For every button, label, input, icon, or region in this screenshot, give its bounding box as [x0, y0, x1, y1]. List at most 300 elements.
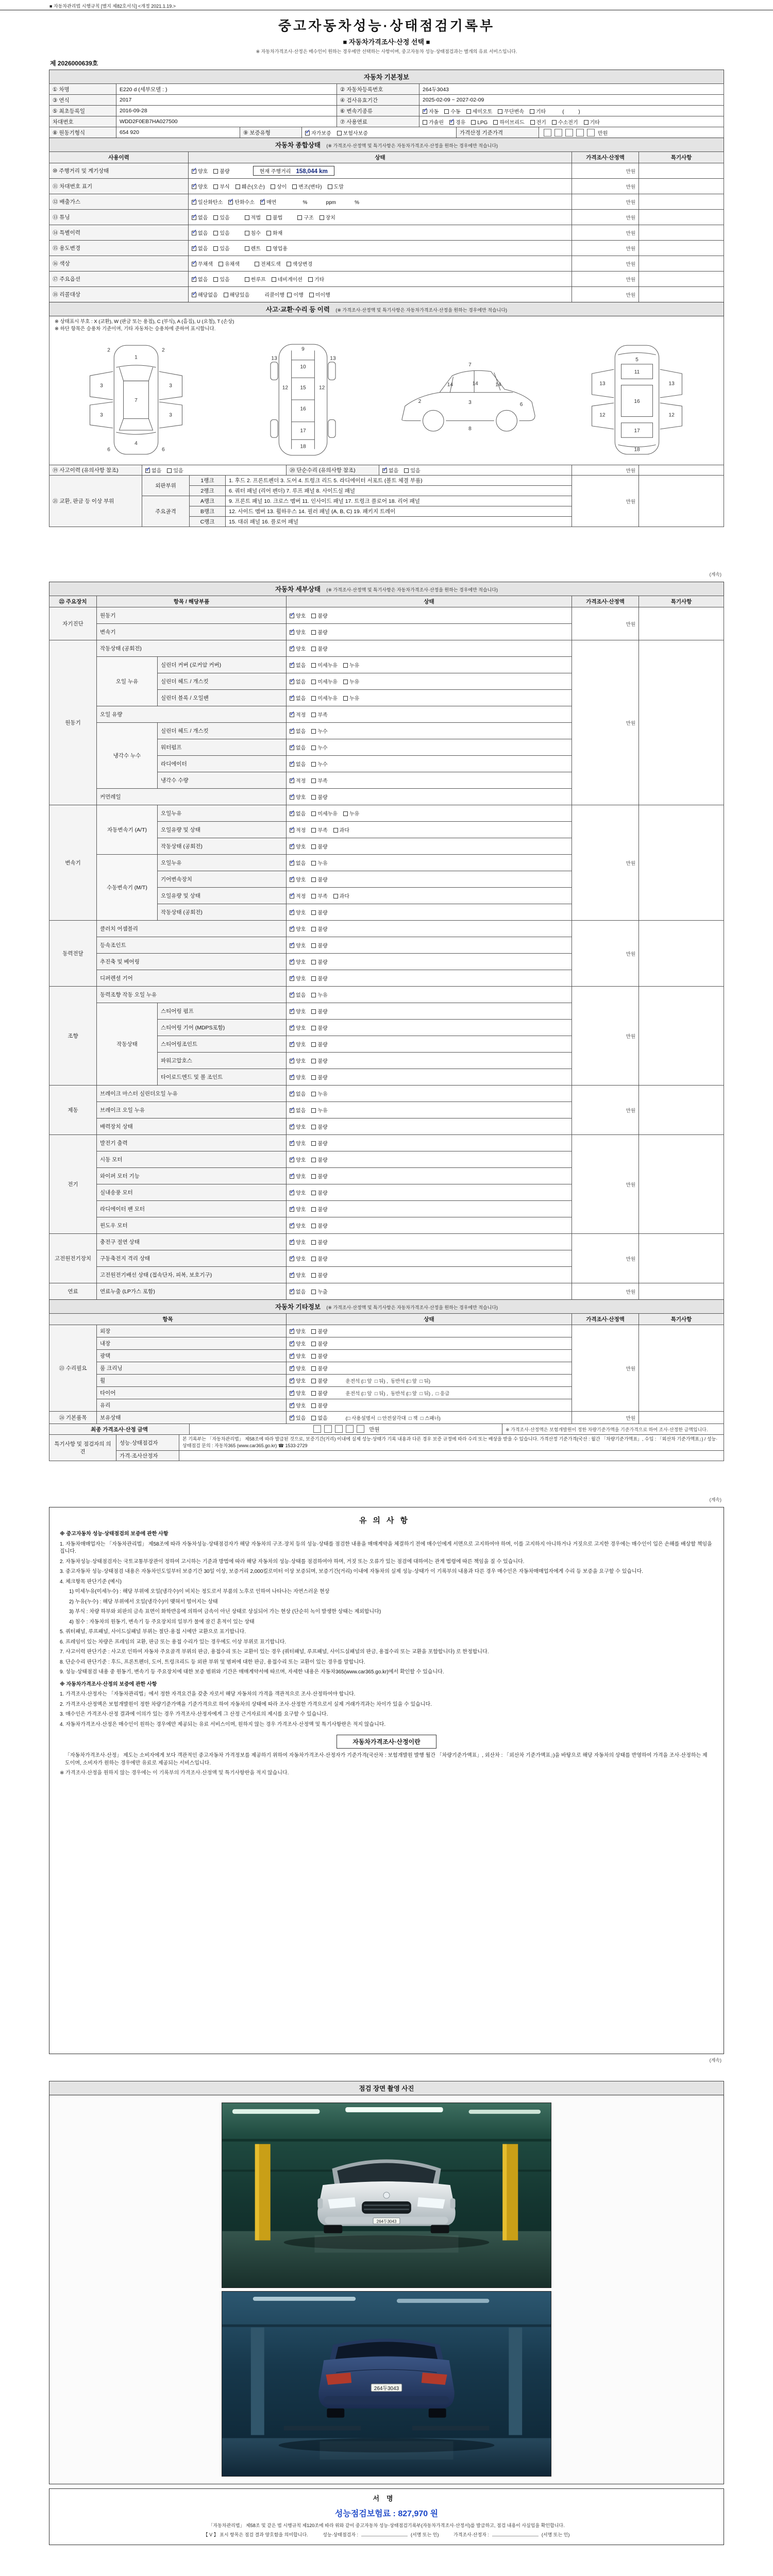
checkbox-option[interactable]	[145, 468, 161, 474]
checkbox[interactable]	[343, 696, 348, 701]
checkbox[interactable]	[311, 1042, 316, 1047]
checkbox[interactable]	[192, 231, 196, 235]
checkbox-option[interactable]	[311, 1174, 327, 1180]
checkbox-option[interactable]	[290, 844, 306, 850]
checkbox-option[interactable]	[311, 745, 327, 751]
appraiser-signature[interactable]	[453, 2532, 569, 2537]
checkbox-option[interactable]	[192, 246, 208, 252]
checkbox[interactable]	[192, 262, 196, 266]
checkbox-option[interactable]	[192, 168, 208, 175]
checkbox-option[interactable]	[493, 120, 524, 126]
checkbox[interactable]	[311, 1379, 316, 1383]
checkbox[interactable]	[311, 960, 316, 964]
checkbox-option[interactable]	[466, 109, 493, 115]
checkbox-option[interactable]	[343, 663, 359, 669]
checkbox[interactable]	[311, 1342, 316, 1346]
checkbox[interactable]	[498, 109, 502, 114]
checkbox[interactable]	[290, 943, 294, 948]
checkbox[interactable]	[290, 1366, 294, 1371]
checkbox[interactable]	[213, 184, 218, 189]
checkbox-option[interactable]	[266, 246, 288, 252]
checkbox[interactable]	[290, 828, 294, 833]
checkbox-option[interactable]	[311, 844, 327, 850]
checkbox-option[interactable]	[272, 277, 303, 283]
checkbox-option[interactable]	[444, 109, 460, 115]
checkbox-option[interactable]	[552, 120, 578, 126]
checkbox[interactable]	[311, 1257, 316, 1261]
checkbox[interactable]	[343, 680, 348, 684]
checkbox[interactable]	[311, 647, 316, 651]
checkbox-option[interactable]	[290, 663, 306, 669]
checkbox-option[interactable]	[311, 1207, 327, 1213]
checkbox[interactable]	[311, 861, 316, 866]
checkbox-option[interactable]	[311, 613, 327, 619]
checkbox[interactable]	[290, 696, 294, 701]
checkbox-option[interactable]	[290, 1378, 306, 1384]
checkbox[interactable]	[290, 1342, 294, 1346]
checkbox-option[interactable]	[530, 120, 546, 126]
checkbox[interactable]	[167, 468, 172, 473]
checkbox-option[interactable]	[213, 215, 229, 221]
checkbox-option[interactable]	[311, 663, 338, 669]
checkbox[interactable]	[266, 246, 271, 251]
checkbox-option[interactable]	[333, 893, 349, 900]
checkbox-option[interactable]	[290, 1391, 306, 1397]
checkbox[interactable]	[311, 828, 316, 833]
checkbox[interactable]	[311, 614, 316, 618]
checkbox[interactable]	[311, 993, 316, 997]
checkbox-option[interactable]	[311, 679, 338, 685]
checkbox-option[interactable]	[290, 696, 306, 702]
checkbox[interactable]	[224, 293, 228, 297]
checkbox-option[interactable]	[328, 184, 344, 190]
checkbox[interactable]	[343, 663, 348, 668]
checkbox[interactable]	[530, 109, 534, 114]
checkbox[interactable]	[311, 1092, 316, 1096]
checkbox[interactable]	[290, 778, 294, 783]
checkbox[interactable]	[271, 184, 275, 189]
checkbox[interactable]	[290, 663, 294, 668]
checkbox-option[interactable]	[311, 712, 327, 718]
checkbox[interactable]	[290, 877, 294, 882]
checkbox[interactable]	[290, 1075, 294, 1080]
checkbox-option[interactable]	[290, 778, 306, 784]
checkbox-option[interactable]	[290, 1174, 306, 1180]
checkbox-option[interactable]	[311, 1403, 327, 1409]
checkbox[interactable]	[311, 877, 316, 882]
checkbox[interactable]	[311, 1141, 316, 1146]
checkbox-option[interactable]	[219, 261, 240, 267]
checkbox[interactable]	[266, 231, 271, 235]
checkbox[interactable]	[290, 745, 294, 750]
checkbox[interactable]	[290, 647, 294, 651]
checkbox-option[interactable]	[584, 120, 600, 126]
checkbox-option[interactable]	[224, 292, 250, 298]
checkbox-option[interactable]	[311, 778, 327, 784]
checkbox-option[interactable]	[311, 696, 338, 702]
checkbox-option[interactable]	[290, 1366, 306, 1372]
checkbox-option[interactable]	[290, 679, 306, 685]
checkbox-option[interactable]	[290, 1108, 306, 1114]
checkbox-option[interactable]	[311, 1190, 327, 1196]
checkbox-option[interactable]	[290, 1075, 306, 1081]
checkbox[interactable]	[382, 468, 387, 473]
checkbox[interactable]	[290, 1290, 294, 1294]
checkbox-option[interactable]	[290, 943, 306, 949]
checkbox-option[interactable]	[287, 261, 313, 267]
checkbox-option[interactable]	[192, 184, 208, 190]
checkbox-option[interactable]	[404, 468, 420, 474]
checkbox[interactable]	[311, 1273, 316, 1278]
checkbox-option[interactable]	[236, 184, 265, 190]
checkbox-option[interactable]	[290, 1403, 306, 1409]
checkbox-option[interactable]	[449, 120, 465, 126]
checkbox-option[interactable]	[290, 1091, 306, 1097]
checkbox[interactable]	[290, 927, 294, 931]
checkbox[interactable]	[192, 184, 196, 189]
checkbox[interactable]	[290, 811, 294, 816]
checkbox-option[interactable]	[333, 827, 349, 834]
checkbox-option[interactable]	[290, 860, 306, 867]
checkbox-option[interactable]	[271, 184, 287, 190]
checkbox-option[interactable]	[311, 1391, 327, 1397]
checkbox-option[interactable]	[320, 215, 335, 221]
checkbox[interactable]	[290, 993, 294, 997]
checkbox-option[interactable]	[308, 277, 324, 283]
checkbox[interactable]	[343, 811, 348, 816]
checkbox-option[interactable]	[290, 1329, 306, 1335]
checkbox-option[interactable]	[290, 827, 306, 834]
checkbox[interactable]	[311, 1240, 316, 1245]
checkbox-option[interactable]	[290, 1353, 306, 1360]
checkbox[interactable]	[311, 1403, 316, 1408]
checkbox[interactable]	[311, 1026, 316, 1030]
checkbox-option[interactable]	[213, 184, 229, 190]
checkbox[interactable]	[311, 762, 316, 767]
checkbox-option[interactable]	[311, 943, 327, 949]
checkbox-option[interactable]	[311, 1223, 327, 1229]
checkbox[interactable]	[493, 120, 498, 125]
checkbox-option[interactable]	[167, 468, 183, 474]
signature-space[interactable]	[492, 2532, 539, 2536]
checkbox-option[interactable]	[311, 1240, 327, 1246]
checkbox-option[interactable]	[311, 1009, 327, 1015]
checkbox[interactable]	[311, 1191, 316, 1195]
checkbox[interactable]	[192, 293, 196, 297]
checkbox[interactable]	[287, 262, 291, 266]
checkbox-option[interactable]	[290, 630, 306, 636]
checkbox-option[interactable]	[311, 1273, 327, 1279]
checkbox-option[interactable]	[290, 811, 306, 817]
checkbox-option[interactable]	[290, 910, 306, 916]
checkbox[interactable]	[471, 120, 476, 125]
checkbox[interactable]	[290, 1273, 294, 1278]
checkbox-option[interactable]	[311, 646, 327, 652]
checkbox-option[interactable]	[287, 292, 303, 298]
checkbox[interactable]	[290, 630, 294, 635]
checkbox-option[interactable]	[311, 926, 327, 933]
checkbox-option[interactable]	[311, 1415, 327, 1421]
checkbox-option[interactable]	[423, 109, 439, 115]
checkbox[interactable]	[290, 1026, 294, 1030]
checkbox[interactable]	[309, 293, 314, 297]
checkbox[interactable]	[145, 468, 150, 473]
checkbox[interactable]	[311, 1174, 316, 1179]
checkbox[interactable]	[311, 1224, 316, 1228]
checkbox[interactable]	[308, 277, 313, 282]
checkbox-option[interactable]	[311, 811, 338, 817]
checkbox[interactable]	[290, 844, 294, 849]
checkbox[interactable]	[311, 680, 316, 684]
checkbox[interactable]	[290, 1354, 294, 1359]
checkbox[interactable]	[305, 131, 310, 135]
checkbox[interactable]	[311, 778, 316, 783]
checkbox-option[interactable]	[266, 215, 282, 221]
checkbox-option[interactable]	[290, 728, 306, 735]
checkbox-option[interactable]	[311, 1058, 327, 1064]
checkbox-option[interactable]	[311, 1341, 327, 1347]
checkbox[interactable]	[219, 262, 223, 266]
checkbox[interactable]	[584, 120, 589, 125]
checkbox-option[interactable]	[311, 1124, 327, 1130]
checkbox-option[interactable]	[290, 926, 306, 933]
checkbox-option[interactable]	[192, 261, 213, 267]
checkbox-option[interactable]	[311, 1366, 327, 1372]
checkbox[interactable]	[552, 120, 557, 125]
checkbox-option[interactable]	[290, 1042, 306, 1048]
checkbox[interactable]	[311, 1009, 316, 1014]
checkbox[interactable]	[290, 960, 294, 964]
checkbox-option[interactable]	[292, 184, 322, 190]
checkbox[interactable]	[290, 1240, 294, 1245]
checkbox-option[interactable]	[255, 261, 281, 267]
checkbox-option[interactable]	[423, 120, 444, 126]
checkbox[interactable]	[311, 976, 316, 981]
checkbox-option[interactable]	[343, 679, 359, 685]
checkbox[interactable]	[287, 293, 292, 297]
checkbox-option[interactable]	[290, 712, 306, 718]
checkbox[interactable]	[290, 1125, 294, 1129]
checkbox-option[interactable]	[311, 877, 327, 883]
checkbox[interactable]	[245, 277, 249, 282]
checkbox[interactable]	[311, 630, 316, 635]
checkbox[interactable]	[228, 200, 233, 205]
checkbox[interactable]	[192, 200, 196, 205]
checkbox[interactable]	[192, 277, 196, 282]
checkbox-option[interactable]	[290, 1009, 306, 1015]
checkbox-option[interactable]	[290, 959, 306, 965]
checkbox[interactable]	[255, 262, 259, 266]
checkbox[interactable]	[260, 200, 265, 205]
checkbox[interactable]	[311, 696, 316, 701]
checkbox-option[interactable]	[245, 277, 266, 283]
checkbox[interactable]	[272, 277, 276, 282]
checkbox[interactable]	[320, 215, 324, 220]
checkbox-option[interactable]	[471, 120, 488, 126]
checkbox[interactable]	[245, 215, 249, 220]
checkbox[interactable]	[290, 713, 294, 717]
checkbox[interactable]	[311, 663, 316, 668]
checkbox[interactable]	[311, 1075, 316, 1080]
checkbox-option[interactable]	[290, 1207, 306, 1213]
checkbox[interactable]	[290, 1191, 294, 1195]
checkbox-option[interactable]	[192, 277, 208, 283]
checkbox-option[interactable]	[213, 168, 229, 175]
checkbox-option[interactable]	[290, 1025, 306, 1031]
checkbox-option[interactable]	[311, 860, 327, 867]
signature-space[interactable]	[361, 2532, 408, 2536]
checkbox[interactable]	[290, 1207, 294, 1212]
checkbox[interactable]	[290, 1379, 294, 1383]
checkbox-option[interactable]	[260, 199, 276, 206]
checkbox-option[interactable]	[290, 893, 306, 900]
checkbox[interactable]	[290, 1224, 294, 1228]
checkbox-option[interactable]	[311, 1157, 327, 1163]
checkbox[interactable]	[290, 680, 294, 684]
checkbox-option[interactable]	[311, 1108, 327, 1114]
checkbox[interactable]	[311, 729, 316, 734]
checkbox[interactable]	[290, 1329, 294, 1334]
checkbox-option[interactable]	[290, 1058, 306, 1064]
checkbox[interactable]	[311, 1391, 316, 1396]
checkbox[interactable]	[311, 1416, 316, 1420]
checkbox-option[interactable]	[311, 1329, 327, 1335]
checkbox[interactable]	[530, 120, 535, 125]
checkbox[interactable]	[290, 614, 294, 618]
checkbox-option[interactable]	[343, 811, 359, 817]
checkbox[interactable]	[245, 231, 249, 235]
checkbox[interactable]	[290, 1158, 294, 1162]
checkbox[interactable]	[213, 215, 218, 220]
checkbox[interactable]	[192, 169, 196, 174]
checkbox[interactable]	[290, 729, 294, 734]
checkbox-option[interactable]	[311, 1042, 327, 1048]
checkbox[interactable]	[311, 1366, 316, 1371]
checkbox[interactable]	[290, 1009, 294, 1014]
checkbox[interactable]	[311, 1354, 316, 1359]
checkbox-option[interactable]	[290, 1240, 306, 1246]
checkbox-option[interactable]	[311, 910, 327, 916]
checkbox-option[interactable]	[311, 761, 327, 768]
checkbox[interactable]	[290, 1108, 294, 1113]
checkbox-option[interactable]	[337, 130, 368, 137]
checkbox[interactable]	[290, 795, 294, 800]
checkbox-option[interactable]	[290, 1157, 306, 1163]
checkbox[interactable]	[466, 109, 471, 114]
checkbox-option[interactable]	[311, 1141, 327, 1147]
checkbox-option[interactable]	[290, 1190, 306, 1196]
checkbox-option[interactable]	[290, 1341, 306, 1347]
checkbox-option[interactable]	[311, 728, 327, 735]
checkbox[interactable]	[449, 120, 454, 125]
checkbox[interactable]	[311, 1108, 316, 1113]
checkbox[interactable]	[213, 277, 218, 282]
checkbox-option[interactable]	[382, 468, 398, 474]
checkbox-option[interactable]	[305, 130, 331, 137]
checkbox[interactable]	[311, 1290, 316, 1294]
checkbox[interactable]	[333, 828, 338, 833]
checkbox[interactable]	[311, 811, 316, 816]
checkbox[interactable]	[328, 184, 332, 189]
checkbox[interactable]	[290, 1416, 294, 1420]
checkbox-option[interactable]	[311, 893, 327, 900]
checkbox-option[interactable]	[290, 992, 306, 998]
checkbox-option[interactable]	[311, 959, 327, 965]
checkbox-option[interactable]	[290, 1289, 306, 1295]
checkbox-option[interactable]	[290, 761, 306, 768]
checkbox-option[interactable]	[290, 1124, 306, 1130]
checkbox-option[interactable]	[245, 230, 261, 236]
checkbox[interactable]	[423, 109, 427, 114]
checkbox[interactable]	[192, 246, 196, 251]
checkbox-option[interactable]	[311, 1091, 327, 1097]
checkbox-option[interactable]	[290, 794, 306, 801]
checkbox-option[interactable]	[213, 246, 229, 252]
checkbox[interactable]	[337, 131, 342, 135]
checkbox-option[interactable]	[245, 246, 261, 252]
checkbox[interactable]	[311, 795, 316, 800]
checkbox-option[interactable]	[311, 1025, 327, 1031]
checkbox-option[interactable]	[290, 613, 306, 619]
checkbox-option[interactable]	[311, 1353, 327, 1360]
checkbox-option[interactable]	[311, 1075, 327, 1081]
checkbox[interactable]	[311, 943, 316, 948]
checkbox[interactable]	[311, 910, 316, 915]
checkbox-option[interactable]	[311, 794, 327, 801]
checkbox-option[interactable]	[290, 877, 306, 883]
checkbox-option[interactable]	[192, 230, 208, 236]
checkbox-option[interactable]	[228, 199, 255, 206]
checkbox[interactable]	[311, 1158, 316, 1162]
checkbox[interactable]	[290, 762, 294, 767]
checkbox-option[interactable]	[290, 1256, 306, 1262]
checkbox[interactable]	[290, 976, 294, 981]
checkbox[interactable]	[311, 894, 316, 899]
checkbox[interactable]	[311, 1207, 316, 1212]
checkbox[interactable]	[290, 1174, 294, 1179]
checkbox-option[interactable]	[290, 1223, 306, 1229]
checkbox[interactable]	[444, 109, 449, 114]
checkbox[interactable]	[290, 1141, 294, 1146]
checkbox-option[interactable]	[311, 1289, 327, 1295]
checkbox[interactable]	[292, 184, 297, 189]
checkbox-option[interactable]	[245, 215, 261, 221]
checkbox-option[interactable]	[530, 109, 546, 115]
checkbox[interactable]	[290, 1403, 294, 1408]
checkbox-option[interactable]	[290, 976, 306, 982]
checkbox[interactable]	[213, 169, 218, 174]
checkbox-option[interactable]	[266, 230, 282, 236]
checkbox[interactable]	[423, 120, 427, 125]
checkbox[interactable]	[192, 215, 196, 220]
checkbox[interactable]	[236, 184, 240, 189]
checkbox-option[interactable]	[290, 646, 306, 652]
checkbox-option[interactable]	[297, 215, 313, 221]
checkbox-option[interactable]	[498, 109, 524, 115]
checkbox[interactable]	[311, 844, 316, 849]
checkbox[interactable]	[290, 1391, 294, 1396]
checkbox[interactable]	[245, 246, 249, 251]
checkbox-option[interactable]	[290, 1273, 306, 1279]
checkbox-option[interactable]	[192, 199, 223, 206]
checkbox[interactable]	[311, 1059, 316, 1063]
checkbox[interactable]	[213, 231, 218, 235]
checkbox-option[interactable]	[311, 827, 327, 834]
checkbox-option[interactable]	[213, 277, 229, 283]
checkbox[interactable]	[266, 215, 271, 220]
checkbox-option[interactable]	[343, 696, 359, 702]
checkbox-option[interactable]	[311, 976, 327, 982]
